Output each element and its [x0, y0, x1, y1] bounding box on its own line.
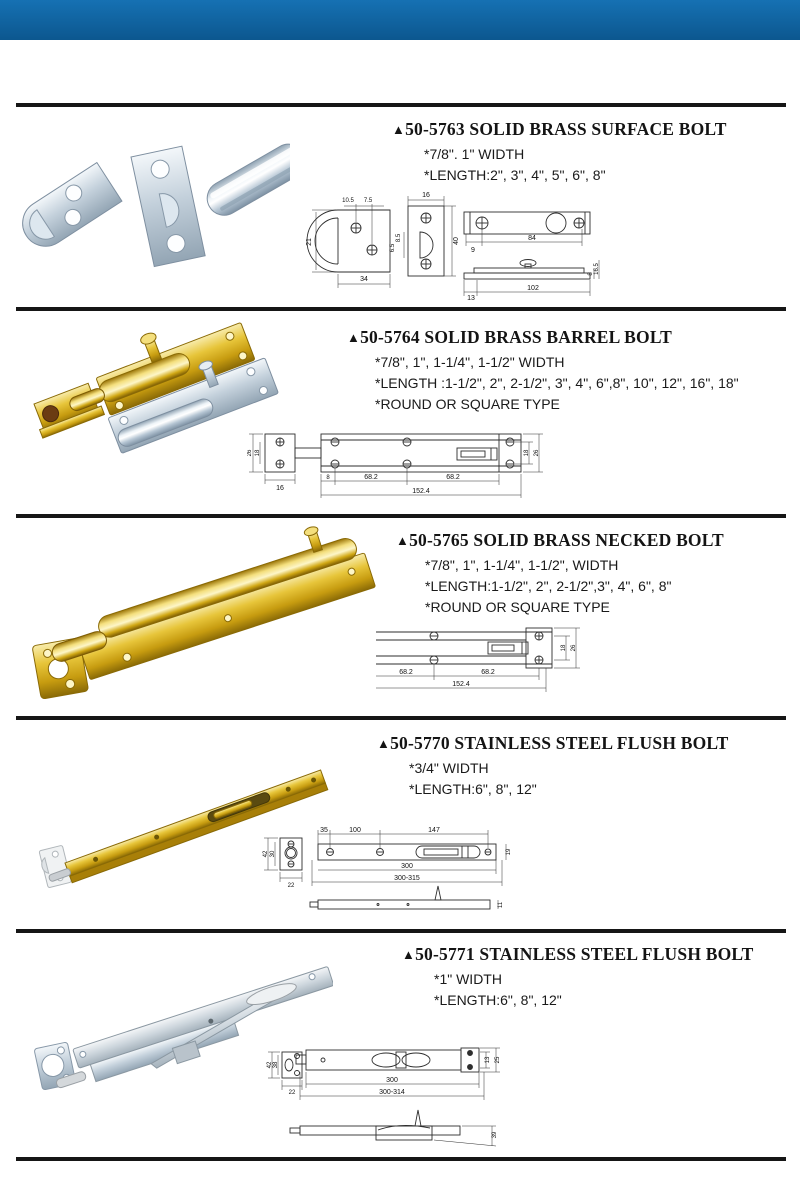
dimension-label: 13	[485, 1056, 491, 1064]
spec-line: *LENGTH:1-1/2", 2", 2-1/2",3", 4", 6", 8"	[425, 578, 672, 594]
tech-drawing-50-5764	[247, 418, 555, 512]
tech-drawing-50-5765	[376, 616, 602, 704]
dimension-label: 22	[287, 883, 295, 889]
dimension-label: 19	[506, 848, 512, 856]
dimension-label: 84	[528, 235, 536, 242]
dimension-label: 300	[386, 1077, 398, 1084]
dimension-label: 35	[320, 827, 328, 834]
dimension-label: 100	[349, 827, 361, 834]
spec-line: *LENGTH:6", 8", 12"	[409, 781, 537, 797]
dimension-label: 8	[588, 272, 594, 276]
product-title	[396, 530, 724, 551]
surface-bolt-strike-plate	[131, 146, 205, 266]
triangle-marker: ▲	[392, 122, 406, 137]
product-code: 50-5763	[405, 119, 465, 139]
spec-line: *LENGTH:2", 3", 4", 5", 6", 8"	[424, 167, 606, 183]
dimension-label: 22	[288, 1090, 296, 1096]
product-code: 50-5764	[360, 327, 420, 347]
dimension-label: 42	[263, 850, 269, 858]
dimension-label: 18	[524, 449, 530, 457]
section-divider	[16, 929, 786, 933]
product-code: 50-5765	[409, 530, 469, 550]
dimension-label: 16	[422, 192, 430, 199]
spec-line: *ROUND OR SQUARE TYPE	[425, 599, 610, 615]
brass-necked-bolt	[40, 518, 376, 688]
product-name: SOLID BRASS BARREL BOLT	[424, 327, 672, 347]
product-photo-50-5763	[5, 112, 290, 298]
top-banner	[0, 0, 800, 40]
dimension-label: 26	[247, 449, 253, 457]
product-title	[402, 944, 754, 965]
product-title	[392, 119, 727, 140]
dimension-label: 16.5	[594, 263, 600, 275]
product-specs	[377, 758, 729, 800]
product-block-50-5765	[396, 530, 724, 618]
spec-line: *7/8", 1", 1-1/4", 1-1/2" WIDTH	[375, 354, 565, 370]
spec-line: *7/8". 1" WIDTH	[424, 146, 525, 162]
section-divider	[16, 1157, 786, 1161]
dimension-label: 38	[273, 1061, 279, 1069]
section-divider	[16, 716, 786, 720]
dimension-label: 11	[498, 901, 504, 909]
dimension-label: 42	[267, 1061, 273, 1069]
tech-drawing-50-5771	[248, 1026, 532, 1156]
tech-drawing-50-5763	[286, 176, 602, 302]
dimension-label: 68.2	[364, 474, 378, 481]
spec-line: *LENGTH :1-1/2", 2", 2-1/2", 3", 4", 6",8", 10", 12", 16", 18"	[375, 375, 739, 391]
dimension-label: 152.4	[452, 681, 470, 688]
dimension-label: 9	[471, 247, 475, 254]
dimension-label: 6.5	[390, 243, 396, 253]
dimension-label: 147	[428, 827, 440, 834]
product-code: 50-5771	[415, 944, 475, 964]
spec-line: *3/4" WIDTH	[409, 760, 489, 776]
product-block-50-5764	[347, 327, 739, 415]
dimension-label: 21	[306, 238, 313, 246]
dimension-label: 68.2	[481, 669, 495, 676]
triangle-marker: ▲	[377, 736, 391, 751]
dimension-label: 68.2	[446, 474, 460, 481]
dimension-label: 10.5	[342, 198, 354, 204]
dimension-label: 18	[255, 449, 261, 457]
product-title	[377, 733, 729, 754]
section-divider	[16, 307, 786, 311]
dimension-label: 13	[467, 295, 475, 302]
spec-line: *ROUND OR SQUARE TYPE	[375, 396, 560, 412]
dimension-label: 68.2	[399, 669, 413, 676]
triangle-marker: ▲	[347, 330, 361, 345]
surface-bolt-keeper-plate	[14, 163, 122, 255]
dimension-label: 300	[401, 863, 413, 870]
tech-drawing-50-5770	[248, 826, 532, 924]
product-specs	[347, 352, 739, 415]
dimension-label: 8.5	[396, 233, 402, 243]
spec-line: *1" WIDTH	[434, 971, 502, 987]
dimension-label: 8	[326, 475, 330, 481]
dimension-label: 30	[270, 850, 276, 858]
surface-bolt-body	[201, 138, 290, 221]
dimension-label: 25	[495, 1056, 501, 1064]
dimension-label: 300-315	[394, 875, 420, 882]
spec-line: *7/8", 1", 1-1/4", 1-1/2", WIDTH	[425, 557, 619, 573]
dimension-label: 300-314	[379, 1089, 405, 1096]
product-name: SOLID BRASS SURFACE BOLT	[469, 119, 727, 139]
dimension-label: 18	[561, 644, 567, 652]
product-block-50-5771	[402, 944, 754, 1011]
triangle-marker: ▲	[396, 533, 410, 548]
product-name: STAINLESS STEEL FLUSH BOLT	[479, 944, 754, 964]
product-name: STAINLESS STEEL FLUSH BOLT	[454, 733, 729, 753]
dimension-label: 34	[360, 276, 368, 283]
section-divider	[16, 103, 786, 107]
spec-line: *LENGTH:6", 8", 12"	[434, 992, 562, 1008]
dimension-label: 26	[571, 644, 577, 652]
product-specs	[396, 555, 724, 618]
product-photo-50-5765	[12, 518, 397, 713]
product-title	[347, 327, 739, 348]
dimension-label: 26	[534, 449, 540, 457]
product-block-50-5770	[377, 733, 729, 800]
dimension-label: 7.5	[363, 198, 373, 204]
product-code: 50-5770	[390, 733, 450, 753]
dimension-label: 152.4	[412, 488, 430, 495]
triangle-marker: ▲	[402, 947, 416, 962]
dimension-label: 102	[527, 285, 539, 292]
dimension-label: 39	[492, 1131, 498, 1139]
product-name: SOLID BRASS NECKED BOLT	[473, 530, 724, 550]
dimension-label: 40	[453, 237, 460, 245]
dimension-label: 16	[276, 485, 284, 492]
product-specs	[402, 969, 754, 1011]
